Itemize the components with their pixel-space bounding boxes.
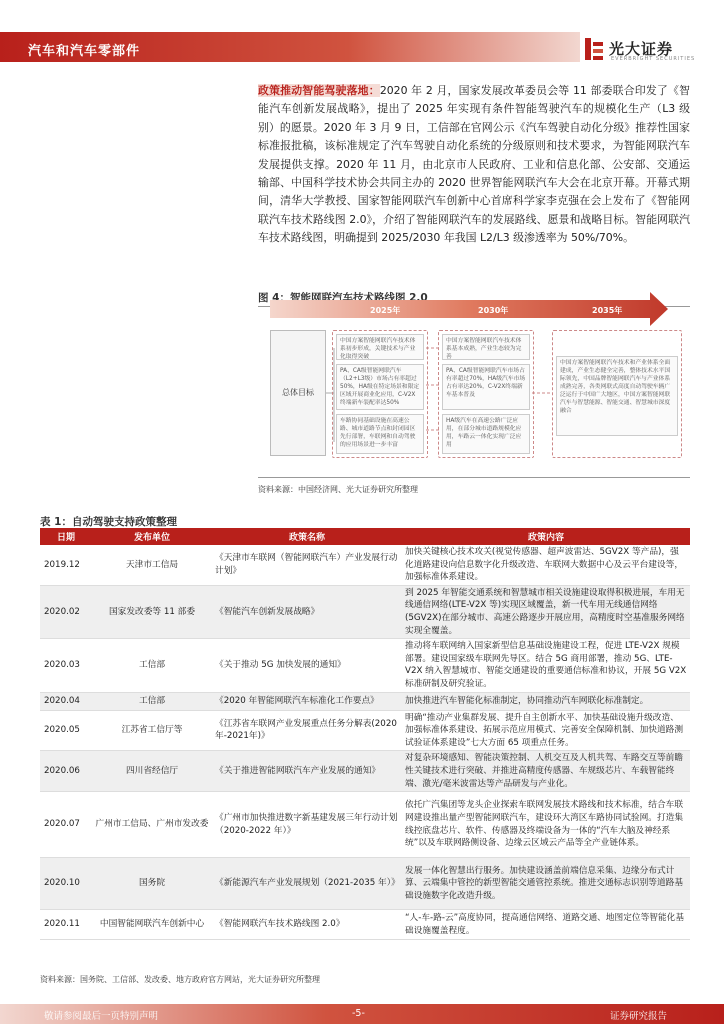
row-policy-content: 对复杂环境感知、智能决策控制、人机交互及人机共驾、车路交互等前瞻性关键技术进行突破、并推进高精度传感器、车规级芯片、车载智能终端、激光/毫米波雷达等产品研发与产业化。: [402, 751, 690, 792]
row-policy-name: 《2020 年智能网联汽车标准化工作要点》: [212, 692, 402, 710]
table-row: [40, 858, 690, 910]
row-issuer: 广州市工信局、广州市发改委: [92, 792, 212, 858]
footer-report-type: 证券研究报告: [610, 1011, 668, 1022]
col-header-date: 日期: [40, 528, 92, 545]
section-title: 汽车和汽车零部件: [28, 44, 141, 59]
row-policy-content: 依托广汽集团等龙头企业探索车联网发展技术路线和技术标准，结合车联网建设推出量产型智能网联汽车，建设环大湾区车路协同试验网。打造集线控底盘芯片、软件、传感器及终端设备为一体的“汽车大脑及神经系统”以及车联网路侧设备、边缘云区域云产品等全产业链体系。: [402, 792, 690, 858]
row-policy-name: 《智能汽车创新发展战略》: [212, 585, 402, 638]
row-date: 2020.03: [40, 639, 92, 692]
row-date: 2020.02: [40, 585, 92, 638]
row-policy-name: 《智能网联汽车技术路线图 2.0》: [212, 910, 402, 940]
goal-2030-item: PA、CA级智能网联汽车市场占有率超过70%，HA级汽车市场占有率达20%，C-V2X终端新车基本普及: [442, 364, 530, 410]
row-issuer: 江苏省工信厅等: [92, 710, 212, 751]
paragraph-lead: 政策推动智能驾驶落地：: [258, 84, 380, 97]
brand-name: 光大证券: [609, 40, 674, 58]
row-policy-content: “人-车-路-云”高度协同，提高通信网络、道路交通、地图定位等智能化基础设施覆盖程度。: [402, 910, 690, 940]
row-policy-content: 明确“推动产业集群发展、提升自主创新水平、加快基础设施升级改造、加强标准体系建设、拓展示范应用模式、完善安全保障机制、加快道路测试验证体系建设”七大方面 65 项重点任务。: [402, 710, 690, 751]
goal-2025-item: PA、CA级智能网联汽车（L2+L3级）市场占有率超过50%，HA级在特定场景和限定区域开展商业化应用，C-V2X终端新车装配率达50%: [336, 364, 424, 410]
goal-2030-item: HA级汽车在高速公路广泛应用，在部分城市道路规模化应用，车路云一体化实现广泛应用: [442, 414, 530, 454]
brand-subtitle: EVERBRIGHT SECURITIES: [611, 56, 696, 62]
table-row: [40, 692, 690, 710]
row-date: 2020.06: [40, 751, 92, 792]
paragraph-body: 2020 年 2 月，国家发展改革委员会等 11 部委联合印发了《智能汽车创新发展战略》，提出了 2025 年实现有条件智能驾驶汽车的规模化生产（L3 级别）的愿景。2020 年 3 月 9 日，工信部在官网公示《汽车驾驶自动化分级》推荐性国家标准报批稿，该标准规定了汽车驾驶自动化系统的分级原则和技术要求，为智能网联汽车发展提供支撑。2020 年 11 月，由北京市人民政府、工业和信息化部、公安部、交通运输部、中国科学技术协会共同主办的 2020 世界智能网联汽车大会在北京开幕。开幕式期间，清华大学教授、国家智能网联汽车创新中心首席科学家李克强在会上发布了《智能网联汽车技术路线图 2.0》，介绍了智能网联汽车的发展路线、愿景和战略目标。智能网联汽车技术路线图，明确提到 2025/2030 年我国 L2/L3 级渗透率为 50%/70%。: [258, 84, 690, 245]
timeline-2030: 2030年: [478, 306, 509, 315]
row-policy-content: 到 2025 年智能交通系统和智慧城市相关设施建设取得积极进展，车用无线通信网络(LTE-V2X 等)实现区域覆盖，新一代车用无线通信网络(5GV2X)在部分城市、高速公路逐步开展应用，高精度时空基准服务网络实现全覆盖。: [402, 585, 690, 638]
row-date: 2020.05: [40, 710, 92, 751]
row-policy-name: 《天津市车联网（智能网联汽车）产业发展行动计划》: [212, 545, 402, 585]
footer-disclaimer: 敬请参阅最后一页特别声明: [44, 1011, 159, 1022]
table-row: [40, 751, 690, 792]
row-issuer: 国家发改委等 11 部委: [92, 585, 212, 638]
row-issuer: 四川省经信厅: [92, 751, 212, 792]
goal-2025-item: 中国方案智能网联汽车技术体系初步形成，关键技术与产业化取得突破: [336, 334, 424, 360]
row-policy-content: 加快关键核心技术攻关(视觉传感器、超声波雷达、5GV2X 等产品)，强化道路建设向信息数字化升级改造、车联网大数据中心及云平台建设等，加强标准体系建设。: [402, 545, 690, 585]
row-date: 2019.12: [40, 545, 92, 585]
col-header-content: 政策内容: [402, 528, 690, 545]
timeline-2035: 2035年: [592, 306, 623, 315]
table-row: [40, 639, 690, 692]
policy-table: [40, 528, 690, 940]
row-issuer: 工信部: [92, 692, 212, 710]
goal-2025-item: 车路协同基础设施在高速公路、城市道路节点和封闭园区先行部署，车联网和自动驾驶的应用场景进一步丰富: [336, 414, 424, 454]
row-policy-name: 《关于推动 5G 加快发展的通知》: [212, 639, 402, 692]
row-date: 2020.04: [40, 692, 92, 710]
table-source: 资料来源：国务院、工信部、发改委、地方政府官方网站，光大证券研究所整理: [40, 975, 320, 984]
table-header-row: [40, 528, 690, 545]
table-row: [40, 792, 690, 858]
timeline-2025: 2025年: [370, 306, 401, 315]
table-title: 表 1：自动驾驶支持政策整理: [40, 516, 177, 528]
row-issuer: 国务院: [92, 858, 212, 910]
row-policy-name: 《关于推进智能网联汽车产业发展的通知》: [212, 751, 402, 792]
figure-source: 资料来源：中国经济网、光大证券研究所整理: [258, 485, 418, 494]
goal-2035-item: 中国方案智能网联汽车技术和产业体系全面建成，产业生态健全完善，整体技术水平国际领先，中国品牌智能网联汽车与产业体系成熟完善，各类网联式高度自动驾驶车辆广泛运行于中国广大地区，中国方案智能网联汽车与智慧能源、智能交通、智慧城市深度融合: [556, 356, 678, 436]
col-header-issuer: 发布单位: [92, 528, 212, 545]
row-issuer: 中国智能网联汽车创新中心: [92, 910, 212, 940]
row-policy-content: 发展一体化智慧出行服务。加快建设涵盖前端信息采集、边缘分布式计算、云端集中管控的新型智能交通管控系统。推进交通标志识别等道路基础设施数字化改造升级。: [402, 858, 690, 910]
row-policy-content: 推动将车联网纳入国家新型信息基础设施建设工程，促进 LTE-V2X 规模部署。建设国家级车联网先导区。结合 5G 商用部署，推动 5G、LTE-V2X 纳入智慧城市、智能交通建设的重要通信标准和协议，开展 5G V2X 标准研制及研究验证。: [402, 639, 690, 692]
table-row: [40, 910, 690, 940]
page-number: -5-: [352, 1008, 365, 1019]
figure-title: 图 4：智能网联汽车技术路线图 2.0: [258, 292, 428, 304]
row-date: 2020.11: [40, 910, 92, 940]
row-policy-name: 《广州市加快推进数字新基建发展三年行动计划（2020-2022 年）》: [212, 792, 402, 858]
table-row: [40, 545, 690, 585]
row-issuer: 工信部: [92, 639, 212, 692]
row-policy-name: 《江苏省车联网产业发展重点任务分解表(2020年-2021年)》: [212, 710, 402, 751]
row-policy-name: 《新能源汽车产业发展规划（2021-2035 年）》: [212, 858, 402, 910]
row-policy-content: 加快推进汽车智能化标准制定，协同推动汽车网联化标准制定。: [402, 692, 690, 710]
table-row: [40, 710, 690, 751]
goal-label: 总体目标: [282, 388, 314, 397]
col-header-name: 政策名称: [212, 528, 402, 545]
row-date: 2020.10: [40, 858, 92, 910]
goal-2030-item: 中国方案智能网联汽车技术体系基本成熟，产业生态较为完善: [442, 334, 530, 360]
row-date: 2020.07: [40, 792, 92, 858]
row-issuer: 天津市工信局: [92, 545, 212, 585]
table-row: [40, 585, 690, 638]
